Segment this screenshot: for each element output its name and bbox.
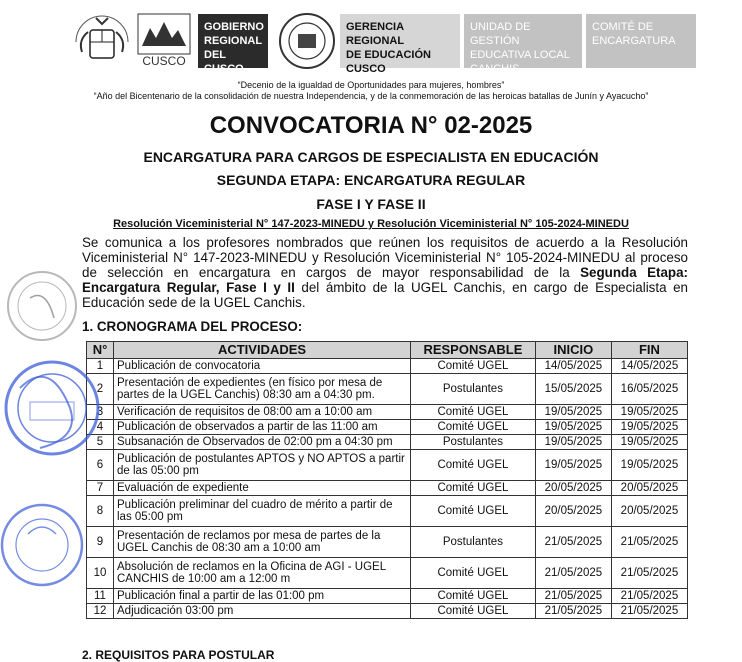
- cusco-logo: [136, 12, 192, 68]
- row-responsible: Comité UGEL: [411, 450, 536, 481]
- table-row: [87, 405, 688, 420]
- section-2-title: 2. REQUISITOS PARA POSTULAR: [82, 648, 275, 662]
- row-responsible: Comité UGEL: [411, 589, 536, 604]
- row-start: 19/05/2025: [535, 435, 611, 450]
- gerencia-line-3: CUSCO: [346, 63, 386, 75]
- table-row: [87, 496, 688, 527]
- row-responsible: Comité UGEL: [411, 496, 536, 527]
- row-start: 15/05/2025: [535, 374, 611, 405]
- stamp-icon: [0, 268, 90, 348]
- row-responsible: Comité UGEL: [411, 420, 536, 435]
- gobierno-line-1: GOBIERNO: [204, 21, 264, 33]
- row-activity: Presentación de expedientes (en físico por mesa de partes de la UGEL Canchis) 08:30 am a 04:30 pm.: [114, 374, 411, 405]
- gre-seal-icon: [278, 12, 336, 70]
- subtitle-2: SEGUNDA ETAPA: ENCARGATURA REGULAR: [216, 172, 526, 188]
- ugel-box: [464, 14, 582, 75]
- row-start: 21/05/2025: [535, 527, 611, 558]
- ugel-line-2: EDUCATIVA LOCAL: [470, 49, 570, 61]
- section-1-title: 1. CRONOGRAMA DEL PROCESO:: [82, 319, 303, 334]
- row-start: 20/05/2025: [535, 481, 611, 496]
- row-number: 10: [87, 558, 114, 589]
- cusco-logo-text: CUSCO: [142, 54, 186, 68]
- row-end: 19/05/2025: [611, 420, 687, 435]
- row-end: 20/05/2025: [611, 496, 687, 527]
- row-activity: Verificación de requisitos de 08:00 am a 10:00 am: [114, 405, 411, 420]
- comite-line-1: COMITÉ DE: [592, 21, 654, 33]
- stamp-icon: [0, 490, 90, 600]
- row-end: 21/05/2025: [611, 589, 687, 604]
- col-responsible: RESPONSABLE: [411, 342, 536, 359]
- gerencia-line-2: DE EDUCACIÓN: [346, 49, 431, 61]
- intro-paragraph: [82, 235, 688, 310]
- resolution-line: Resolución Viceministerial N° 147-2023-MINEDU y Resolución Viceministerial N° 105-2024-MINEDU: [113, 218, 629, 230]
- table-row: [87, 481, 688, 496]
- row-number: 7: [87, 481, 114, 496]
- row-start: 19/05/2025: [535, 420, 611, 435]
- row-activity: Publicación de observados a partir de las 11:00 am: [114, 420, 411, 435]
- row-start: 19/05/2025: [535, 450, 611, 481]
- row-start: 14/05/2025: [535, 359, 611, 374]
- row-activity: Absolución de reclamos en la Oficina de AGI - UGEL CANCHIS de 10:00 am a 12:00 m: [114, 558, 411, 589]
- row-number: 9: [87, 527, 114, 558]
- row-activity: Publicación de convocatoria: [114, 359, 411, 374]
- table-row: [87, 589, 688, 604]
- row-end: 19/05/2025: [611, 450, 687, 481]
- row-responsible: Postulantes: [411, 435, 536, 450]
- row-end: 21/05/2025: [611, 604, 687, 619]
- table-header-row: [87, 342, 688, 359]
- gobierno-line-3: DEL CUSCO: [204, 49, 244, 75]
- comite-line-2: ENCARGATURA: [592, 35, 676, 47]
- table-row: [87, 420, 688, 435]
- col-activities: ACTIVIDADES: [114, 342, 411, 359]
- table-row: [87, 435, 688, 450]
- comite-box: [586, 14, 696, 68]
- row-end: 19/05/2025: [611, 435, 687, 450]
- subtitle-1: ENCARGATURA PARA CARGOS DE ESPECIALISTA EN EDUCACIÓN: [143, 149, 599, 165]
- row-number: 4: [87, 420, 114, 435]
- decade-quote: “Decenio de la igualdad de Oportunidades para mujeres, hombres”: [237, 80, 505, 90]
- row-end: 21/05/2025: [611, 558, 687, 589]
- row-responsible: Postulantes: [411, 374, 536, 405]
- row-responsible: Comité UGEL: [411, 405, 536, 420]
- cusco-emblem-icon: [136, 12, 192, 68]
- row-number: 11: [87, 589, 114, 604]
- row-responsible: Comité UGEL: [411, 481, 536, 496]
- col-end: FIN: [611, 342, 687, 359]
- gerencia-box: [340, 14, 460, 75]
- row-number: 5: [87, 435, 114, 450]
- row-end: 16/05/2025: [611, 374, 687, 405]
- row-end: 19/05/2025: [611, 405, 687, 420]
- row-responsible: Comité UGEL: [411, 359, 536, 374]
- row-number: 12: [87, 604, 114, 619]
- row-end: 20/05/2025: [611, 481, 687, 496]
- row-end: 21/05/2025: [611, 527, 687, 558]
- row-activity: Evaluación de expediente: [114, 481, 411, 496]
- page-title: CONVOCATORIA N° 02-2025: [209, 112, 533, 139]
- row-activity: Publicación de postulantes APTOS y NO APTOS a partir de las 05:00 pm: [114, 450, 411, 481]
- row-number: 8: [87, 496, 114, 527]
- col-number: N°: [87, 342, 114, 359]
- row-start: 21/05/2025: [535, 604, 611, 619]
- gerencia-line-1: GERENCIA REGIONAL: [346, 21, 405, 47]
- row-number: 2: [87, 374, 114, 405]
- row-start: 21/05/2025: [535, 558, 611, 589]
- row-start: 19/05/2025: [535, 405, 611, 420]
- table-row: [87, 450, 688, 481]
- table-row: [87, 359, 688, 374]
- row-number: 3: [87, 405, 114, 420]
- row-activity: Subsanación de Observados de 02:00 pm a 04:30 pm: [114, 435, 411, 450]
- col-start: INICIO: [535, 342, 611, 359]
- ugel-line-1: UNIDAD DE GESTIÓN: [470, 21, 531, 47]
- document-header: [0, 0, 742, 80]
- row-responsible: Comité UGEL: [411, 604, 536, 619]
- stamp-icon: [0, 348, 110, 468]
- row-number: 6: [87, 450, 114, 481]
- intro-text-2: del ámbito de la UGEL Canchis, en cargo de Especialista en Educación sede de la UGEL Canchis.: [82, 280, 688, 310]
- table-row: [87, 374, 688, 405]
- row-activity: Publicación preliminar del cuadro de mérito a partir de las 05:00 pm: [114, 496, 411, 527]
- subtitle-3: FASE I Y FASE II: [316, 196, 426, 212]
- row-activity: Adjudicación 03:00 pm: [114, 604, 411, 619]
- intro-text-1: Se comunica a los profesores nombrados que reúnen los requisitos de acuerdo a la Resolución Viceministerial N° 147-2023-MINEDU y Resolución Viceministerial N° 105-2024-MINEDU al proceso de selección en encargatura en cargos de mayor responsabilidad de la: [82, 235, 688, 280]
- gobierno-line-2: REGIONAL: [204, 35, 263, 47]
- row-activity: Presentación de reclamos por mesa de partes de la UGEL Canchis de 08:30 am a 10:00 am: [114, 527, 411, 558]
- peru-crest-icon: [70, 12, 134, 74]
- year-quote: “Año del Bicentenario de la consolidación de nuestra Independencia, y de la conmemoración de las heroicas batallas de Junín y Ayacucho”: [93, 91, 649, 101]
- table-row: [87, 604, 688, 619]
- row-end: 14/05/2025: [611, 359, 687, 374]
- intro-bold: Segunda Etapa: Encargatura Regular, Fase I y II: [82, 265, 688, 295]
- table-row: [87, 527, 688, 558]
- gobierno-regional-box: [198, 14, 268, 75]
- row-number: 1: [87, 359, 114, 374]
- row-start: 20/05/2025: [535, 496, 611, 527]
- ugel-line-3: CANCHIS: [470, 63, 520, 75]
- row-activity: Publicación final a partir de las 01:00 pm: [114, 589, 411, 604]
- table-row: [87, 558, 688, 589]
- row-responsible: Comité UGEL: [411, 558, 536, 589]
- schedule-table: [86, 341, 688, 619]
- row-responsible: Postulantes: [411, 527, 536, 558]
- row-start: 21/05/2025: [535, 589, 611, 604]
